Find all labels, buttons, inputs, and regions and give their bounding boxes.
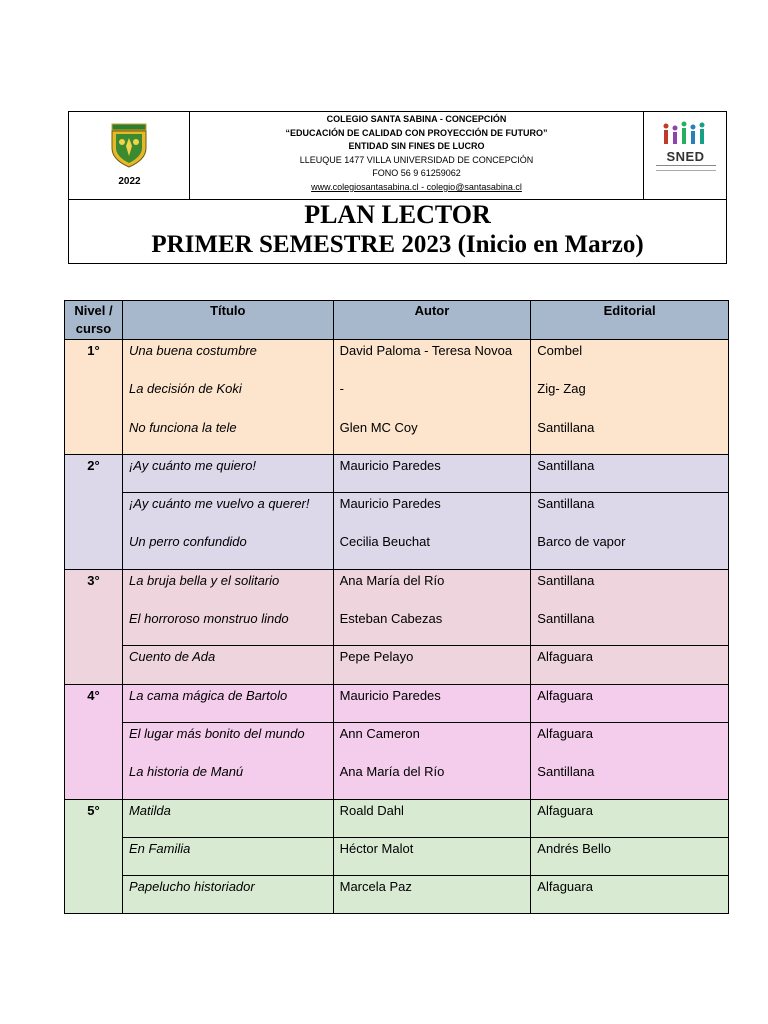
autor-cell: Pepe Pelayo — [333, 646, 531, 684]
school-name: COLEGIO SANTA SABINA - CONCEPCIÓN — [326, 114, 507, 124]
col-nivel: Nivel / curso — [65, 301, 123, 340]
table-row — [65, 876, 729, 914]
editorial-cell: Santillana — [531, 454, 729, 492]
table-header-row — [65, 301, 729, 340]
table-row — [65, 340, 729, 378]
plan-title — [69, 200, 726, 260]
autor-cell: Ana María del Río — [333, 761, 531, 799]
titulo-cell: ¡Ay cuánto me quiero! — [122, 454, 333, 492]
table-row — [65, 569, 729, 607]
school-address: LLEUQUE 1477 VILLA UNIVERSIDAD DE CONCEPCIÓN — [299, 154, 534, 165]
titulo-cell: En Familia — [122, 837, 333, 875]
nivel-cell — [65, 646, 123, 684]
editorial-cell: Santillana — [531, 761, 729, 799]
table-row — [65, 684, 729, 722]
autor-cell: Mauricio Paredes — [333, 684, 531, 722]
table-row — [65, 646, 729, 684]
nivel-cell: 2° — [65, 454, 123, 492]
editorial-cell: Andrés Bello — [531, 837, 729, 875]
school-motto: “EDUCACIÓN DE CALIDAD CON PROYECCIÓN DE FUTURO” — [285, 127, 548, 138]
sned-subtitle-lines — [656, 165, 716, 171]
school-shield-icon — [108, 122, 150, 168]
titulo-cell: Un perro confundido — [122, 531, 333, 569]
editorial-cell: Zig- Zag — [531, 378, 729, 416]
autor-cell: Héctor Malot — [333, 837, 531, 875]
editorial-cell: Alfaguara — [531, 722, 729, 760]
autor-cell: David Paloma - Teresa Novoa — [333, 340, 531, 378]
table-row — [65, 722, 729, 760]
logo-cell — [69, 112, 190, 199]
title-line-1: PLAN LECTOR — [304, 200, 491, 229]
sned-label: SNED — [666, 149, 705, 164]
titulo-cell: ¡Ay cuánto me vuelvo a querer! — [122, 493, 333, 531]
titulo-cell: Cuento de Ada — [122, 646, 333, 684]
nivel-cell — [65, 761, 123, 799]
nivel-cell — [65, 378, 123, 416]
titulo-cell: El horroroso monstruo lindo — [122, 608, 333, 646]
nivel-cell: 1° — [65, 340, 123, 378]
titulo-cell: No funciona la tele — [122, 416, 333, 454]
editorial-cell: Santillana — [531, 569, 729, 607]
titulo-cell: La decisión de Koki — [122, 378, 333, 416]
table-row — [65, 531, 729, 569]
autor-cell: Esteban Cabezas — [333, 608, 531, 646]
nivel-cell — [65, 416, 123, 454]
table-row — [65, 378, 729, 416]
col-editorial: Editorial — [531, 301, 729, 340]
nivel-cell — [65, 876, 123, 914]
autor-cell: Glen MC Coy — [333, 416, 531, 454]
table-row — [65, 837, 729, 875]
nivel-cell: 4° — [65, 684, 123, 722]
editorial-cell: Combel — [531, 340, 729, 378]
nivel-cell — [65, 493, 123, 531]
editorial-cell: Barco de vapor — [531, 531, 729, 569]
editorial-cell: Alfaguara — [531, 876, 729, 914]
editorial-cell: Santillana — [531, 608, 729, 646]
editorial-cell: Santillana — [531, 416, 729, 454]
school-phone: FONO 56 9 61259062 — [372, 168, 461, 179]
document-header — [68, 111, 727, 264]
reading-plan-table — [64, 300, 729, 914]
titulo-cell: El lugar más bonito del mundo — [122, 722, 333, 760]
editorial-cell: Alfaguara — [531, 646, 729, 684]
col-autor: Autor — [333, 301, 531, 340]
table-row — [65, 493, 729, 531]
editorial-cell: Alfaguara — [531, 799, 729, 837]
titulo-cell: Una buena costumbre — [122, 340, 333, 378]
editorial-cell: Alfaguara — [531, 684, 729, 722]
autor-cell: Mauricio Paredes — [333, 454, 531, 492]
autor-cell: Ana María del Río — [333, 569, 531, 607]
nivel-cell: 5° — [65, 799, 123, 837]
titulo-cell: La bruja bella y el solitario — [122, 569, 333, 607]
nivel-cell — [65, 722, 123, 760]
table-row — [65, 799, 729, 837]
table-row — [65, 416, 729, 454]
editorial-cell: Santillana — [531, 493, 729, 531]
autor-cell: Mauricio Paredes — [333, 493, 531, 531]
col-titulo: Título — [122, 301, 333, 340]
nivel-cell — [65, 837, 123, 875]
title-line-2: PRIMER SEMESTRE 2023 (Inicio en Marzo) — [151, 231, 644, 258]
titulo-cell: Papelucho historiador — [122, 876, 333, 914]
sned-logo-icon — [660, 120, 710, 148]
header-top-row — [69, 112, 726, 200]
titulo-cell: La cama mágica de Bartolo — [122, 684, 333, 722]
titulo-cell: Matilda — [122, 799, 333, 837]
table-row — [65, 608, 729, 646]
table-row — [65, 761, 729, 799]
autor-cell: Ann Cameron — [333, 722, 531, 760]
autor-cell: Marcela Paz — [333, 876, 531, 914]
autor-cell: - — [333, 378, 531, 416]
nivel-cell — [65, 608, 123, 646]
autor-cell: Roald Dahl — [333, 799, 531, 837]
school-info — [190, 112, 643, 199]
table-row — [65, 454, 729, 492]
school-website-link[interactable]: www.colegiosantasabina.cl - colegio@santasabina.cl — [311, 181, 522, 192]
nivel-cell: 3° — [65, 569, 123, 607]
titulo-cell: La historia de Manú — [122, 761, 333, 799]
school-entity: ENTIDAD SIN FINES DE LUCRO — [348, 141, 485, 152]
nivel-cell — [65, 531, 123, 569]
autor-cell: Cecilia Beuchat — [333, 531, 531, 569]
header-year: 2022 — [118, 176, 141, 187]
sned-cell — [643, 112, 726, 199]
